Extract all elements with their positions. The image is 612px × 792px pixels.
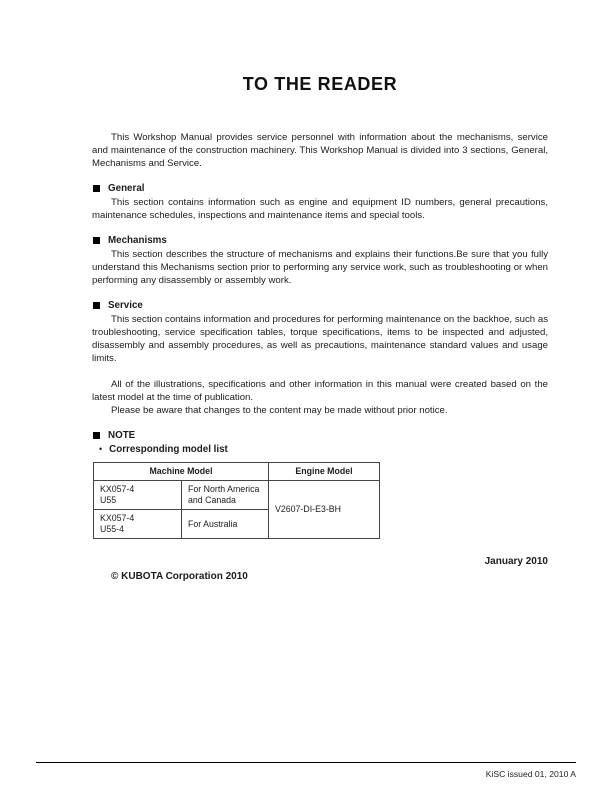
- note-heading-label: NOTE: [108, 430, 136, 441]
- dot-bullet-icon: •: [99, 444, 103, 454]
- model-name: KX057-4: [100, 513, 135, 523]
- note-heading: [93, 430, 548, 441]
- note-list-item: [99, 444, 548, 455]
- square-bullet-icon: [93, 302, 100, 309]
- table-header-row: [94, 463, 380, 481]
- cell-region: For North America and Canada: [182, 481, 269, 510]
- square-bullet-icon: [93, 185, 100, 192]
- model-name: KX057-4: [100, 484, 135, 494]
- section-heading-label: Service: [108, 300, 143, 311]
- cell-machine-model: [94, 481, 182, 510]
- header-engine-model: Engine Model: [269, 463, 380, 481]
- closing-paragraph-2: Please be aware that changes to the content may be made without prior notice.: [111, 405, 448, 416]
- cell-machine-model: [94, 510, 182, 539]
- section-body-service: This section contains information and procedures for performing maintenance on the backhoe, such as troubleshooting, service specification tables, torque specifications, items to be inspected and adjusted, disassembly and assembly procedures, as well as precautions, maintenance standard values and usage limits.: [92, 314, 548, 364]
- table-row: [94, 481, 380, 510]
- section-heading-mechanisms: [93, 235, 548, 246]
- section-body-general: This section contains information such as engine and equipment ID numbers, general precautions, maintenance schedules, inspections and maintenance items and special tools.: [92, 197, 548, 221]
- footer-divider: [36, 762, 576, 763]
- model-list-table: [93, 462, 380, 539]
- square-bullet-icon: [93, 237, 100, 244]
- intro-paragraph: This Workshop Manual provides service personnel with information about the mechanisms, service and maintenance of the construction machinery. This Workshop Manual is divided into 3 sections, General, Mechanisms and Service.: [92, 132, 548, 169]
- section-heading-service: [93, 300, 548, 311]
- copyright-notice: © KUBOTA Corporation 2010: [111, 571, 248, 582]
- model-name: U55: [100, 495, 117, 505]
- closing-paragraph-1: All of the illustrations, specifications and other information in this manual were created based on the latest model at the time of publication.: [92, 379, 548, 403]
- footer-issue-text: KiSC issued 01, 2010 A: [485, 769, 576, 779]
- cell-engine-model: V2607-DI-E3-BH: [269, 481, 380, 539]
- square-bullet-icon: [93, 432, 100, 439]
- header-machine-model: Machine Model: [94, 463, 269, 481]
- section-heading-label: General: [108, 183, 145, 194]
- page-content: [92, 74, 548, 582]
- section-body-mechanisms: This section describes the structure of mechanisms and explains their functions.Be sure that you fully understand this Mechanisms section prior to performing any service work, such as troubleshooting or when performing any disassembly or assembly work.: [92, 249, 548, 286]
- note-item-label: Corresponding model list: [109, 444, 228, 455]
- section-heading-general: [93, 183, 548, 194]
- publication-date: January 2010: [484, 556, 548, 567]
- page-title: TO THE READER: [242, 74, 398, 94]
- section-heading-label: Mechanisms: [108, 235, 167, 246]
- cell-region: For Australia: [182, 510, 269, 539]
- model-name: U55-4: [100, 524, 124, 534]
